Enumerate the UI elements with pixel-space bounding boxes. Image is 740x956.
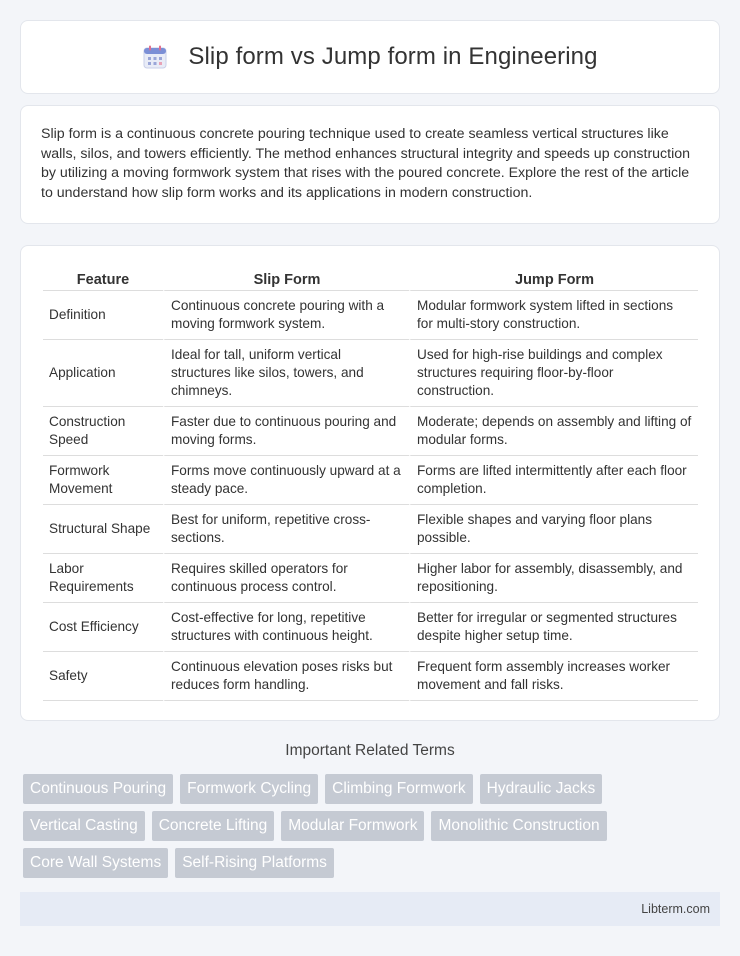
jump-form-cell: Better for irregular or segmented structures despite higher setup time. [409,603,698,652]
jump-form-cell: Modular formwork system lifted in sections for multi-story construction. [409,291,698,340]
header-feature: Feature [43,266,163,291]
term-tag[interactable]: Formwork Cycling [180,774,318,804]
slip-form-cell: Cost-effective for long, repetitive structures with continuous height. [163,603,409,652]
jump-form-cell: Moderate; depends on assembly and lifting of modular forms. [409,407,698,456]
table-row [43,407,698,456]
feature-cell: Construction Speed [43,407,163,456]
slip-form-cell: Requires skilled operators for continuous process control. [163,554,409,603]
jump-form-cell: Higher labor for assembly, disassembly, and repositioning. [409,554,698,603]
term-tag[interactable]: Core Wall Systems [23,848,168,878]
header-jump-form: Jump Form [409,266,698,291]
table-row [43,340,698,407]
feature-cell: Structural Shape [43,505,163,554]
term-tag[interactable]: Monolithic Construction [431,811,606,841]
slip-form-cell: Faster due to continuous pouring and moving forms. [163,407,409,456]
feature-cell: Definition [43,291,163,340]
slip-form-cell: Ideal for tall, uniform vertical structures like silos, towers, and chimneys. [163,340,409,407]
slip-form-cell: Forms move continuously upward at a steady pace. [163,456,409,505]
table-row [43,505,698,554]
header-card [20,20,720,94]
related-terms-list [23,774,713,878]
page-title: Slip form vs Jump form in Engineering [188,43,598,70]
term-tag[interactable]: Self-Rising Platforms [175,848,334,878]
jump-form-cell: Forms are lifted intermittently after each floor completion. [409,456,698,505]
calendar-icon [142,44,168,70]
table-row [43,652,698,701]
slip-form-cell: Continuous elevation poses risks but reduces form handling. [163,652,409,701]
table-row [43,603,698,652]
slip-form-cell: Best for uniform, repetitive cross-sections. [163,505,409,554]
table-row [43,456,698,505]
table-header-row [43,266,698,291]
feature-cell: Safety [43,652,163,701]
jump-form-cell: Used for high-rise buildings and complex structures requiring floor-by-floor construction. [409,340,698,407]
term-tag[interactable]: Continuous Pouring [23,774,173,804]
feature-cell: Labor Requirements [43,554,163,603]
term-tag[interactable]: Concrete Lifting [152,811,275,841]
slip-form-cell: Continuous concrete pouring with a moving formwork system. [163,291,409,340]
term-tag[interactable]: Vertical Casting [23,811,145,841]
intro-text: Slip form is a continuous concrete pouring technique used to create seamless vertical structures like walls, silos, and towers efficiently. The method enhances structural integrity and speeds up construction by utilizing a moving formwork system that rises with the poured concrete. Explore the rest of the article to understand how slip form works and its applications in modern construction. [41,126,691,201]
related-terms-title: Important Related Terms [285,742,455,759]
feature-cell: Application [43,340,163,407]
term-tag[interactable]: Modular Formwork [281,811,424,841]
table-row [43,291,698,340]
jump-form-cell: Flexible shapes and varying floor plans possible. [409,505,698,554]
intro-card [20,105,720,224]
term-tag[interactable]: Hydraulic Jacks [480,774,603,804]
table-row [43,554,698,603]
feature-cell: Formwork Movement [43,456,163,505]
term-tag[interactable]: Climbing Formwork [325,774,473,804]
footer-site-link[interactable]: Libterm.com [641,902,710,916]
comparison-card [20,245,720,721]
comparison-table [43,266,698,701]
footer [20,892,720,926]
header-slip-form: Slip Form [163,266,409,291]
jump-form-cell: Frequent form assembly increases worker movement and fall risks. [409,652,698,701]
feature-cell: Cost Efficiency [43,603,163,652]
